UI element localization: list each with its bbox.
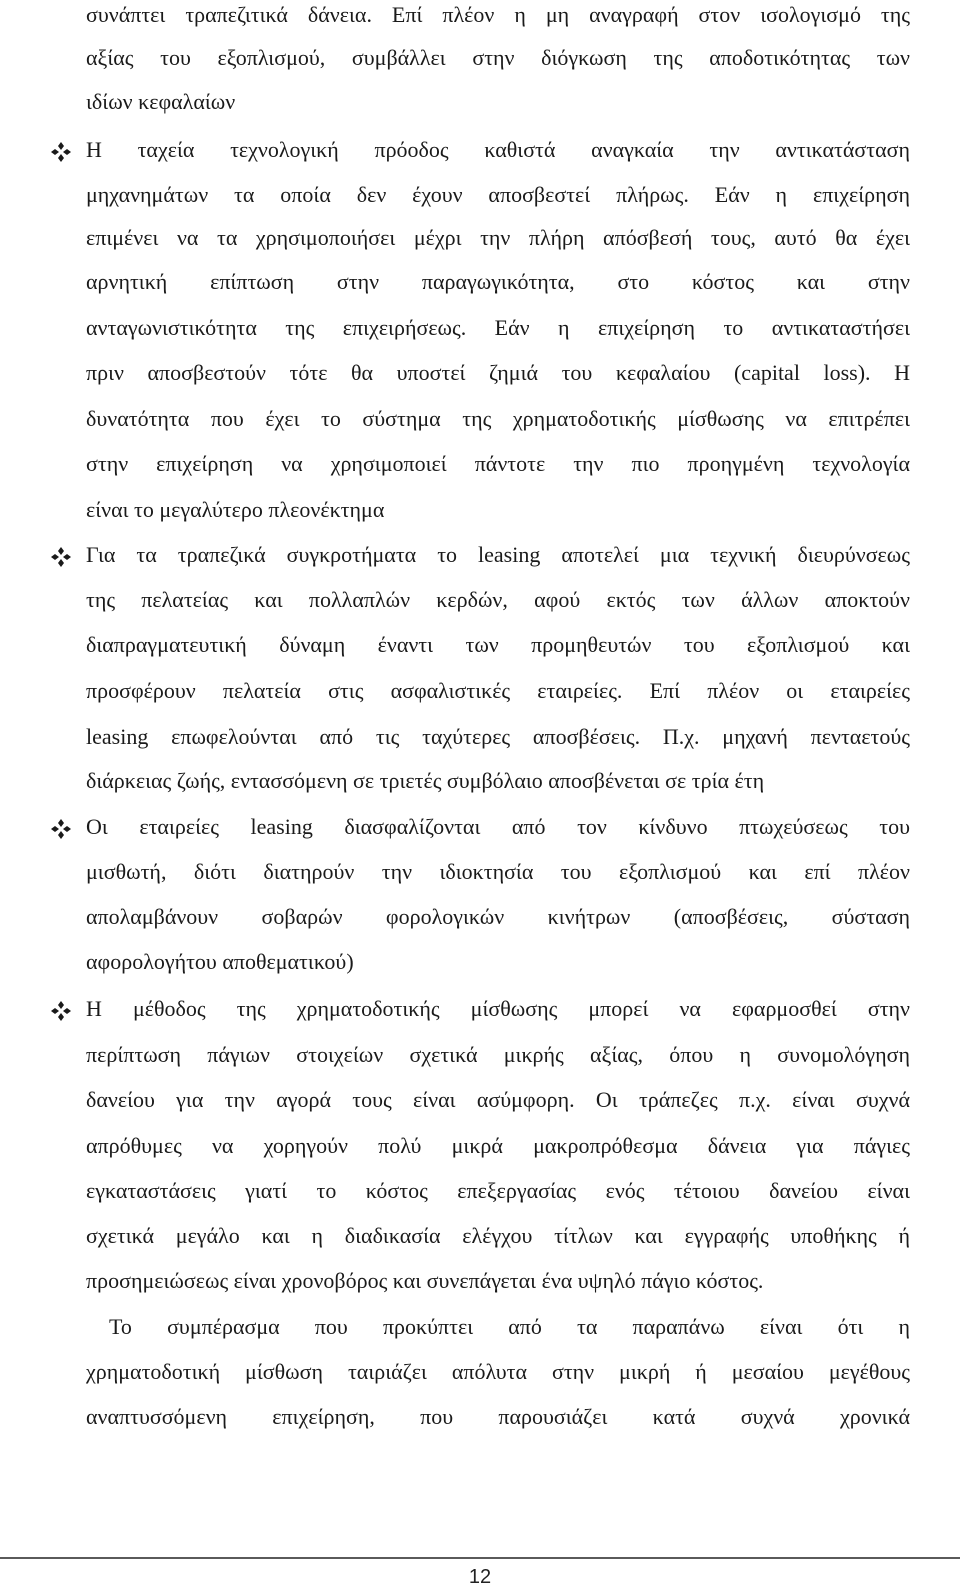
text-line: αξίας του εξοπλισμού, συμβάλλει στην διόγκωση της αποδοτικότητας των — [86, 45, 910, 70]
text-line: συνάπτει τραπεζιτικά δάνεια. Επί πλέον η μη αναγραφή στον ισολογισμό της — [86, 2, 910, 27]
text-line: Η μέθοδος της χρηματοδοτικής μίσθωσης μπορεί να εφαρμοσθεί στην — [86, 996, 910, 1021]
text-line: διαπραγματευτική δύναμη έναντι των προμηθευτών του εξοπλισμού και — [86, 632, 910, 657]
text-line: Το συμπέρασμα που προκύπτει από τα παραπάνω είναι ότι η — [109, 1314, 910, 1339]
text-line: leasing επωφελούνται από τις ταχύτερες αποσβέσεις. Π.χ. μηχανή πενταετούς — [86, 724, 910, 749]
text-line: μηχανημάτων τα οποία δεν έχουν αποσβεστεί πλήρως. Εάν η επιχείρηση — [86, 182, 910, 207]
text-line: πριν αποσβεστούν τότε θα υποστεί ζημιά του κεφαλαίου (capital loss). Η — [86, 360, 910, 385]
text-line: μισθωτή, διότι διατηρούν την ιδιοκτησία του εξοπλισμού και επί πλέον — [86, 859, 910, 884]
text-line: αφορολογήτου αποθεματικού) — [86, 949, 354, 974]
text-line: ανταγωνιστικότητα της επιχειρήσεως. Εάν η επιχείρηση το αντικαταστήσει — [86, 315, 910, 340]
text-line: δανείου για την αγορά τους είναι ασύμφορη. Οι τράπεζες π.χ. είναι συχνά — [86, 1087, 910, 1112]
text-line: στην επιχείρηση να χρησιμοποιεί πάντοτε την πιο προηγμένη τεχνολογία — [86, 451, 910, 476]
text-line: διάρκειας ζωής, εντασσόμενη σε τριετές συμβόλαιο αποσβένεται σε τρία έτη — [86, 768, 765, 793]
text-line: περίπτωση πάγιων στοιχείων σχετικά μικρής αξίας, όπου η συνομολόγηση — [86, 1042, 910, 1067]
text-line: αρνητική επίπτωση στην παραγωγικότητα, στο κόστος και στην — [86, 269, 910, 294]
text-line: Η ταχεία τεχνολογική πρόοδος καθιστά αναγκαία την αντικατάσταση — [86, 137, 910, 162]
footer-divider — [0, 1557, 960, 1559]
text-line: είναι το μεγαλύτερο πλεονέκτημα — [86, 497, 385, 522]
text-line: χρηματοδοτική μίσθωση ταιριάζει απόλυτα στην μικρή ή μεσαίου μεγέθους — [86, 1359, 910, 1384]
text-line: Οι εταιρείες leasing διασφαλίζονται από τον κίνδυνο πτωχεύσεως του — [86, 814, 910, 839]
diamond-bullet-icon — [50, 1000, 72, 1022]
text-line: ιδίων κεφαλαίων — [86, 89, 236, 114]
text-line: σχετικά μεγάλο και η διαδικασία ελέγχου τίτλων και εγγραφής υποθήκης ή — [86, 1223, 910, 1248]
page-number: 12 — [468, 1566, 492, 1588]
diamond-bullet-icon — [50, 818, 72, 840]
diamond-bullet-icon — [50, 141, 72, 163]
text-line: απολαμβάνουν σοβαρών φορολογικών κινήτρων (αποσβέσεις, σύσταση — [86, 904, 910, 929]
text-line: προσημειώσεως είναι χρονοβόρος και συνεπάγεται ένα υψηλό πάγιο κόστος. — [86, 1268, 764, 1293]
text-line: εγκαταστάσεις γιατί το κόστος επεξεργασίας ενός τέτοιου δανείου είναι — [86, 1178, 910, 1203]
text-line: της πελατείας και πολλαπλών κερδών, αφού εκτός των άλλων αποκτούν — [86, 587, 910, 612]
text-line: δυνατότητα που έχει το σύστημα της χρηματοδοτικής μίσθωσης να επιτρέπει — [86, 406, 910, 431]
text-line: επιμένει να τα χρησιμοποιήσει μέχρι την πλήρη απόσβεσή τους, αυτό θα έχει — [86, 225, 910, 250]
text-line: αναπτυσσόμενη επιχείρηση, που παρουσιάζει κατά συχνά χρονικά — [86, 1404, 910, 1429]
text-line: απρόθυμες να χορηγούν πολύ μικρά μακροπρόθεσμα δάνεια για πάγιες — [86, 1133, 910, 1158]
diamond-bullet-icon — [50, 546, 72, 568]
text-line: προσφέρουν πελατεία στις ασφαλιστικές εταιρείες. Επί πλέον οι εταιρείες — [86, 678, 910, 703]
text-line: Για τα τραπεζικά συγκροτήματα το leasing αποτελεί μια τεχνική διευρύνσεως — [86, 542, 910, 567]
